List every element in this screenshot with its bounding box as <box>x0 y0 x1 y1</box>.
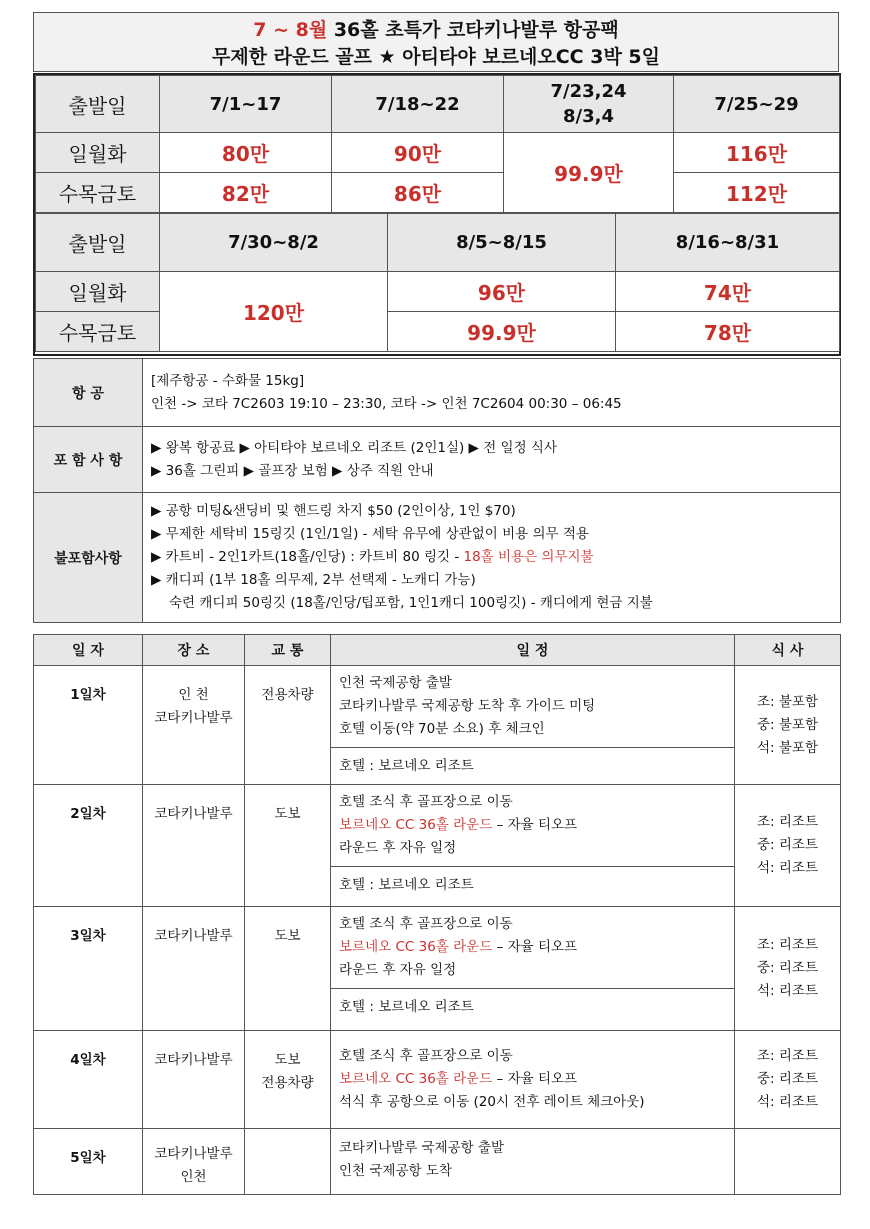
golf-round-text: 보르네오 CC 36홀 라운드 <box>339 939 493 955</box>
price-cell: 99.9만 <box>388 312 616 352</box>
mon-label: 일월화 <box>36 133 160 173</box>
excluded-label: 불포함사항 <box>34 493 143 623</box>
price-cell: 80만 <box>160 133 332 173</box>
meal-line: 중: 불포함 <box>756 716 818 733</box>
schedule-row <box>34 907 841 1031</box>
hotel-line: 호텔 : 보르네오 리조트 <box>331 747 734 784</box>
info-table <box>33 358 841 623</box>
date-cell: 7/1~17 <box>160 76 332 133</box>
place-line: 인천 <box>180 1169 207 1185</box>
day-cell: 3일차 <box>34 907 143 1031</box>
excluded-line: ▶ 캐디피 (1부 18홀 의무제, 2부 선택제 - 노캐디 가능) <box>151 572 476 588</box>
title-product: 36홀 초특가 코타키나발루 항공팩 <box>327 19 619 41</box>
price-cell: 96만 <box>388 272 616 312</box>
hotel-line: 호텔 : 보르네오 리조트 <box>331 988 734 1025</box>
air-line: 인천 -> 코타 7C2603 19:10 – 23:30, 코타 -> 인천 7C2604 00:30 – 06:45 <box>151 395 622 412</box>
meal-line: 석: 리조트 <box>756 1094 818 1110</box>
meal-cell <box>735 1129 841 1195</box>
itinerary-line: 라운드 후 자유 일정 <box>339 840 457 856</box>
itinerary-line <box>339 814 726 837</box>
title-box <box>33 12 839 72</box>
meal-line: 중: 리조트 <box>756 960 818 976</box>
itinerary-cell <box>331 1031 735 1129</box>
included-line: ▶ 왕복 항공료 ▶ 아티타야 보르네오 리조트 (2인1실) ▶ 전 일정 식사 <box>151 439 558 456</box>
cart-fee-text: ▶ 카트비 - 2인1카트(18홀/인당) : 카트비 80 링깃 - <box>151 549 464 565</box>
meal-line: 석: 불포함 <box>756 739 818 756</box>
golf-round-text: 보르네오 CC 36홀 라운드 <box>339 817 493 833</box>
transport-cell: 전용차량 <box>245 666 331 785</box>
price-table <box>33 73 841 356</box>
itinerary-line: 호텔 조식 후 골프장으로 이동 <box>339 1048 513 1064</box>
excluded-line: ▶ 무제한 세탁비 15링깃 (1인/1일) - 세탁 유무에 상관없이 비용 의무 적용 <box>151 526 589 542</box>
header-meals: 식 사 <box>735 635 841 666</box>
thu-label: 수목금토 <box>36 173 160 213</box>
golf-round-text: 보르네오 CC 36홀 라운드 <box>339 1071 493 1087</box>
date-cell: 7/18~22 <box>332 76 504 133</box>
place-cell: 코타키나발루 <box>143 1031 245 1129</box>
date-cell: 7/25~29 <box>674 76 840 133</box>
price-cell: 78만 <box>616 312 840 352</box>
itinerary-line: 코타키나발루 국제공항 도착 후 가이드 미팅 <box>339 698 596 714</box>
mon-label: 일월화 <box>36 272 160 312</box>
itinerary-cell <box>331 907 735 1031</box>
itinerary-line <box>339 1068 726 1091</box>
itinerary-cell <box>331 666 735 785</box>
place-cell: 코타키나발루 <box>143 907 245 1031</box>
schedule-row <box>34 1031 841 1129</box>
place-line: 코타키나발루 <box>154 710 233 726</box>
included-label: 포 함 사 항 <box>34 427 143 493</box>
hotel-line: 호텔 : 보르네오 리조트 <box>331 866 734 903</box>
price-cell: 99.9만 <box>504 133 674 213</box>
meal-line: 석: 리조트 <box>756 860 818 876</box>
meal-cell <box>735 907 841 1031</box>
schedule-row <box>34 1129 841 1195</box>
itinerary-cell <box>331 1129 735 1195</box>
price-cell: 86만 <box>332 173 504 213</box>
date-cell <box>504 76 674 133</box>
transport-cell: 도보 <box>245 907 331 1031</box>
place-line: 코타키나발루 <box>154 1146 233 1162</box>
excluded-content <box>143 493 841 623</box>
meal-line: 중: 리조트 <box>756 837 818 853</box>
meal-line: 조: 리조트 <box>756 814 818 830</box>
tee-off-text: – 자율 티오프 <box>492 939 578 955</box>
place-cell <box>143 1129 245 1195</box>
depart-label: 출발일 <box>36 76 160 133</box>
date-cell: 8/5~8/15 <box>388 214 616 272</box>
itinerary-line: 호텔 이동(약 70분 소요) 후 체크인 <box>339 721 545 737</box>
title-line-1 <box>34 17 838 44</box>
header-transport: 교 통 <box>245 635 331 666</box>
day-cell: 1일차 <box>34 666 143 785</box>
itinerary-line: 호텔 조식 후 골프장으로 이동 <box>339 794 513 810</box>
transport-line: 도보 <box>274 1052 301 1068</box>
date-cell: 8/16~8/31 <box>616 214 840 272</box>
place-line: 인 천 <box>178 687 209 703</box>
transport-line: 전용차량 <box>261 1075 314 1091</box>
place-cell: 코타키나발루 <box>143 785 245 907</box>
itinerary-cell <box>331 785 735 907</box>
air-label: 항 공 <box>34 359 143 427</box>
air-line: [제주항공 - 수화물 15kg] <box>151 372 305 389</box>
date-line: 8/3,4 <box>563 106 614 127</box>
transport-cell: 도보 <box>245 785 331 907</box>
header-itinerary: 일 정 <box>331 635 735 666</box>
air-content <box>143 359 841 427</box>
price-cell: 82만 <box>160 173 332 213</box>
excluded-line <box>151 546 832 569</box>
itinerary-line: 라운드 후 자유 일정 <box>339 962 457 978</box>
date-line: 7/23,24 <box>550 81 627 102</box>
place-cell <box>143 666 245 785</box>
tee-off-text: – 자율 티오프 <box>492 817 578 833</box>
price-cell: 112만 <box>674 173 840 213</box>
itinerary-line <box>339 936 726 959</box>
price-cell: 120만 <box>160 272 388 352</box>
cart-fee-mandatory: 18홀 비용은 의무지불 <box>463 549 594 565</box>
itinerary-line: 호텔 조식 후 골프장으로 이동 <box>339 916 513 932</box>
itinerary-line: 코타키나발루 국제공항 출발 <box>339 1140 505 1156</box>
meal-line: 석: 리조트 <box>756 983 818 999</box>
thu-label: 수목금토 <box>36 312 160 352</box>
itinerary-line: 인천 국제공항 도착 <box>339 1163 452 1179</box>
included-line: ▶ 36홀 그린피 ▶ 골프장 보험 ▶ 상주 직원 안내 <box>151 462 434 479</box>
meal-line: 중: 리조트 <box>756 1071 818 1087</box>
price-cell: 74만 <box>616 272 840 312</box>
meal-line: 조: 리조트 <box>756 1048 818 1064</box>
header-place: 장 소 <box>143 635 245 666</box>
day-cell: 2일차 <box>34 785 143 907</box>
price-cell: 90만 <box>332 133 504 173</box>
title-line-2: 무제한 라운드 골프 ★ 아티타야 보르네오CC 3박 5일 <box>211 46 661 68</box>
excluded-line: ▶ 공항 미팅&샌딩비 및 핸드링 차지 $50 (2인이상, 1인 $70) <box>151 503 516 519</box>
header-day: 일 자 <box>34 635 143 666</box>
meal-line: 조: 리조트 <box>756 937 818 953</box>
schedule-row <box>34 666 841 785</box>
meal-line: 조: 불포함 <box>756 693 818 710</box>
itinerary-line: 인천 국제공항 출발 <box>339 675 452 691</box>
tee-off-text: – 자율 티오프 <box>492 1071 578 1087</box>
meal-cell <box>735 785 841 907</box>
transport-cell <box>245 1031 331 1129</box>
title-period: 7 ~ 8월 <box>253 19 328 41</box>
date-cell: 7/30~8/2 <box>160 214 388 272</box>
meal-cell <box>735 666 841 785</box>
meal-cell <box>735 1031 841 1129</box>
depart-label: 출발일 <box>36 214 160 272</box>
transport-cell <box>245 1129 331 1195</box>
day-cell: 4일차 <box>34 1031 143 1129</box>
price-cell: 116만 <box>674 133 840 173</box>
schedule-table <box>33 634 841 1195</box>
excluded-line: 숙련 캐디피 50링깃 (18홀/인당/팁포함, 1인1캐디 100링깃) - 캐디에게 현금 지불 <box>169 595 653 611</box>
schedule-row <box>34 785 841 907</box>
itinerary-line: 석식 후 공항으로 이동 (20시 전후 레이트 체크아웃) <box>339 1094 645 1110</box>
day-cell: 5일차 <box>34 1129 143 1195</box>
included-content <box>143 427 841 493</box>
